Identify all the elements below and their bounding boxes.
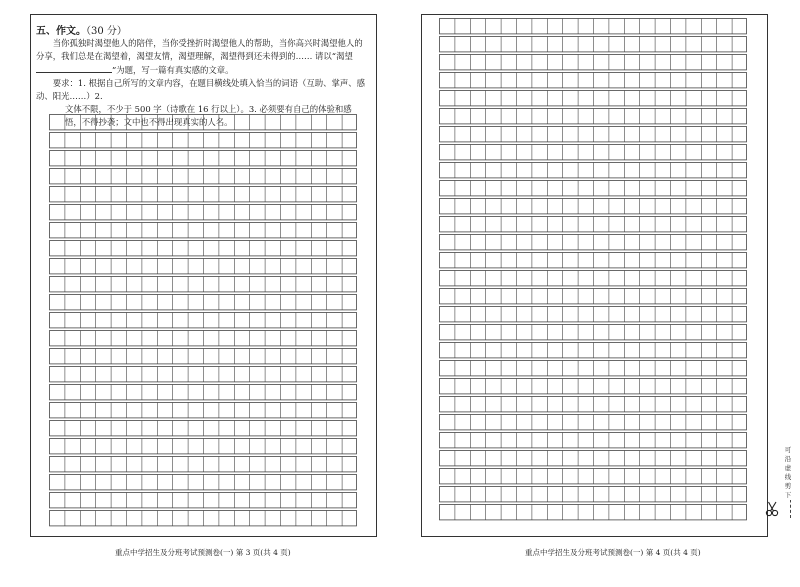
grid-row [50, 403, 357, 418]
grid-row [440, 343, 747, 358]
requirement-line-2: 文体不限，不少于 500 字（诗歌在 16 行以上）。3. 必须要有自己的体验和感悟，不得抄袭；文中也不得出现真实的人名。 [65, 104, 352, 127]
grid-row [50, 367, 357, 382]
prompt-paragraph-end: ”为题，写一篇有真实感的文章。 [112, 65, 234, 75]
grid-row [50, 187, 357, 202]
grid-row [440, 127, 747, 142]
grid-row [440, 469, 747, 484]
scissors-icon [765, 501, 781, 517]
grid-row [440, 397, 747, 412]
grid-row [50, 457, 357, 472]
grid-row [440, 415, 747, 430]
grid-row [50, 151, 357, 166]
section-heading [36, 22, 127, 37]
page-footer-left: 重点中学招生及分班考试预测卷(一) 第 3 页(共 4 页) [115, 548, 291, 557]
grid-row [50, 205, 357, 220]
grid-row [50, 493, 357, 508]
grid-row [440, 181, 747, 196]
grid-row [50, 169, 357, 184]
grid-row [440, 55, 747, 70]
grid-row [440, 19, 747, 34]
title-blank [36, 63, 112, 73]
grid-row [440, 379, 747, 394]
grid-row [50, 385, 357, 400]
grid-row [50, 439, 357, 454]
grid-row [440, 505, 747, 520]
grid-row [440, 271, 747, 286]
grid-row [440, 451, 747, 466]
grid-row [50, 349, 357, 364]
grid-row [440, 73, 747, 88]
section-score: （30 分） [86, 26, 127, 37]
composition-grid-right [439, 18, 748, 526]
grid-row [440, 37, 747, 52]
grid-row [50, 241, 357, 256]
grid-row [440, 361, 747, 376]
grid-row [440, 325, 747, 340]
grid-row [440, 289, 747, 304]
grid-row [440, 163, 747, 178]
grid-row [50, 313, 357, 328]
grid-row [50, 259, 357, 274]
prompt-paragraph: 当你孤独时渴望他人的陪伴，当你受挫折时渴望他人的帮助，当你高兴时渴望他人的分享，我们总是在渴望着，渴望友情，渴望理解，渴望得到还未得到的…… 请以“渴望 [36, 38, 363, 61]
section-number: 五、作文。 [36, 26, 86, 37]
grid-row [50, 223, 357, 238]
grid-row [440, 91, 747, 106]
grid-row [440, 109, 747, 124]
grid-row [440, 433, 747, 448]
page-footer-right: 重点中学招生及分班考试预测卷(一) 第 4 页(共 4 页) [525, 548, 701, 557]
cut-hint: 可沿虚线剪下 [784, 446, 792, 499]
grid-row [50, 133, 357, 148]
grid-row [440, 253, 747, 268]
grid-row [50, 475, 357, 490]
grid-row [50, 331, 357, 346]
composition-grid-left [49, 114, 358, 529]
grid-row [440, 235, 747, 250]
grid-row [440, 487, 747, 502]
grid-row [50, 295, 357, 310]
grid-row [50, 115, 357, 130]
requirement-line-1: 要求：1. 根据自己所写的文章内容，在题目横线处填入恰当的词语（互助、掌声、感动、阳光……）2. [36, 78, 365, 101]
grid-row [440, 217, 747, 232]
grid-row [50, 511, 357, 526]
grid-row [440, 145, 747, 160]
grid-row [440, 307, 747, 322]
grid-row [50, 421, 357, 436]
grid-row [50, 277, 357, 292]
grid-row [440, 199, 747, 214]
